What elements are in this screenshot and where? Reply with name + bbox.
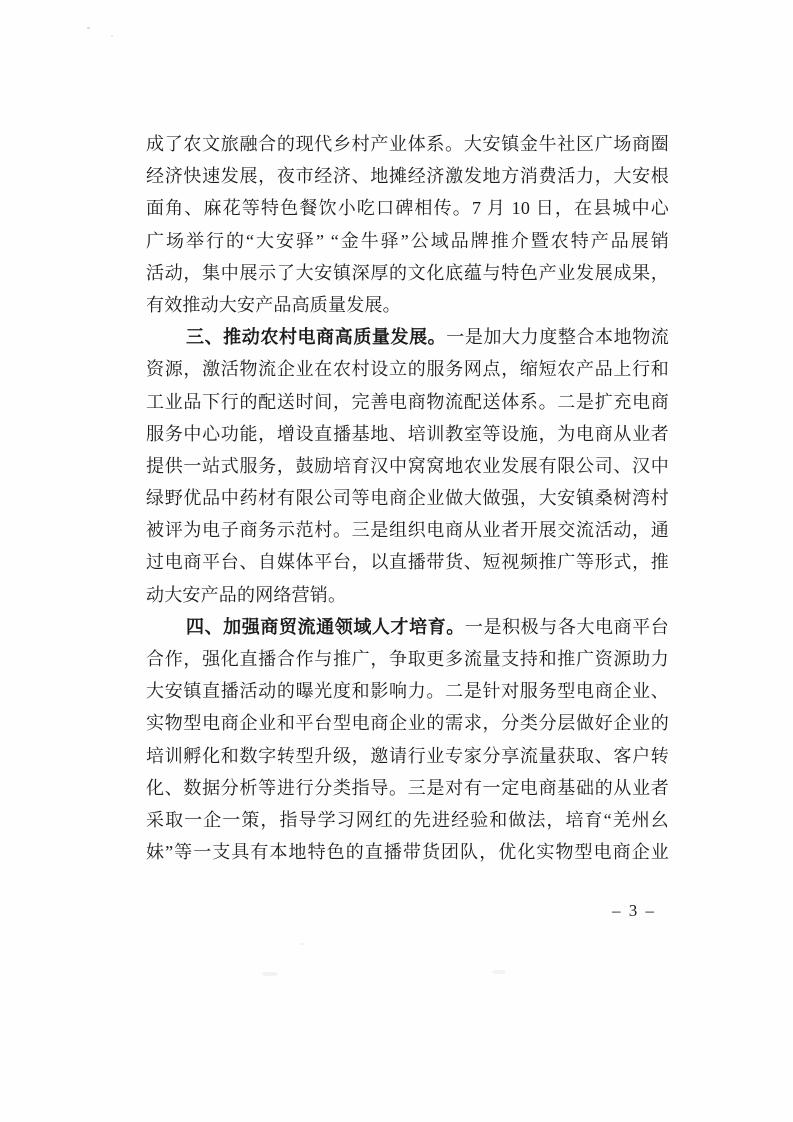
line-text: 提供一站式服务，鼓励培育汉中窝窝地农业发展有限公司、汉中 xyxy=(146,455,669,476)
text-line xyxy=(146,740,669,772)
text-line xyxy=(146,225,669,257)
line-text: 大安镇直播活动的曝光度和影响力。二是针对服务型电商企业、 xyxy=(146,681,669,702)
line-text: 工业品下行的配送时间，完善电商物流配送体系。二是扩充电商 xyxy=(146,391,669,412)
line-text: 合作，强化直播合作与推广，争取更多流量支持和推广资源助力 xyxy=(146,649,669,669)
line-text: 被评为电子商务示范村。三是组织电商从业者开展交流活动，通 xyxy=(146,520,669,541)
line-text: 一是加大力度整合本地物流 xyxy=(446,327,669,348)
section-heading: 三、推动农村电商高质量发展。 xyxy=(186,327,447,348)
scan-speck xyxy=(262,972,278,976)
text-line xyxy=(146,579,669,611)
text-line xyxy=(146,192,669,224)
text-line xyxy=(146,643,669,675)
line-text: 实物型电商企业和平台型电商企业的需求，分类分层做好企业的 xyxy=(146,713,669,734)
text-line xyxy=(146,772,669,804)
line-text: 过电商平台、自媒体平台，以直播带货、短视频推广等形式，推 xyxy=(146,552,669,573)
text-line xyxy=(146,546,669,578)
line-text: 绿野优品中药材有限公司等电商企业做大做强，大安镇桑树湾村 xyxy=(146,488,669,509)
text-line xyxy=(146,418,669,450)
line-text: 采取一企一策，指导学习网红的先进经验和做法，培育“羌州幺 xyxy=(146,809,669,830)
line-text: 培训孵化和数字转型升级，邀请行业专家分享流量获取、客户转 xyxy=(146,745,669,766)
line-text: 化、数据分析等进行分类指导。三是对有一定电商基础的从业者 xyxy=(146,777,669,798)
scan-speck xyxy=(492,970,506,974)
line-text: 成了农文旅融合的现代乡村产业体系。大安镇金牛社区广场商圈 xyxy=(146,134,669,154)
text-line xyxy=(146,675,669,707)
text-line xyxy=(146,707,669,739)
scan-speck xyxy=(87,27,90,29)
text-line xyxy=(146,804,669,836)
text-line xyxy=(146,836,669,868)
scan-speck xyxy=(300,943,304,945)
text-line xyxy=(146,128,669,160)
scan-speck xyxy=(111,35,113,37)
text-line xyxy=(146,160,669,192)
line-text: 活动，集中展示了大安镇深厚的文化底蕴与特色产业发展成果， xyxy=(146,262,669,283)
text-line xyxy=(146,482,669,514)
text-line xyxy=(146,450,669,482)
text-line xyxy=(146,321,669,353)
line-text: 动大安产品的网络营销。 xyxy=(146,584,347,605)
text-line xyxy=(146,386,669,418)
line-text: 面角、麻花等特色餐饮小吃口碑相传。7 月 10 日，在县城中心 xyxy=(146,198,669,219)
line-text: 资源，激活物流企业在农村设立的服务网点，缩短农产品上行和 xyxy=(146,359,669,380)
line-text: 经济快速发展，夜市经济、地摊经济激发地方消费活力，大安根 xyxy=(146,166,669,187)
line-text: 妹”等一支具有本地特色的直播带货团队，优化实物型电商企业 xyxy=(146,842,669,863)
line-text: 一是积极与各大电商平台 xyxy=(464,616,670,637)
text-line xyxy=(146,514,669,546)
text-line xyxy=(146,257,669,289)
text-line xyxy=(146,289,669,321)
text-line xyxy=(146,611,669,643)
text-line xyxy=(146,353,669,385)
line-text: 广场举行的“大安驿” “金牛驿”公域品牌推介暨农特产品展销 xyxy=(146,230,669,251)
section-heading: 四、加强商贸流通领域人才培育。 xyxy=(186,616,465,637)
line-text: 服务中心功能，增设直播基地、培训教室等设施，为电商从业者 xyxy=(146,423,669,444)
page-number: – 3 – xyxy=(612,901,656,920)
line-text: 有效推动大安产品高质量发展。 xyxy=(146,294,401,315)
body-text xyxy=(146,128,669,868)
